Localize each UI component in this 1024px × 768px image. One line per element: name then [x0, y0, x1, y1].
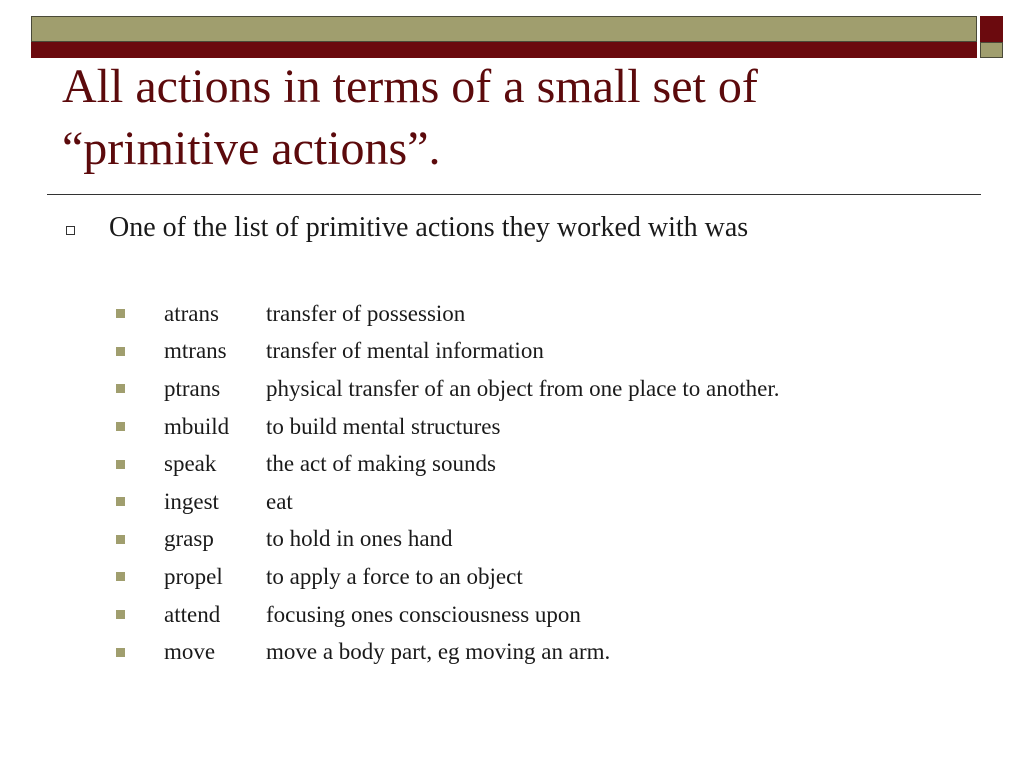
action-term: ptrans [164, 375, 221, 401]
action-definition: the act of making sounds [266, 451, 496, 477]
primitive-actions-list [116, 295, 779, 671]
action-term: ingest [164, 488, 219, 514]
action-term: move [164, 639, 216, 665]
title-divider [47, 194, 981, 195]
filled-square-icon [116, 422, 125, 431]
action-term: propel [164, 563, 223, 589]
list-item [116, 445, 779, 483]
filled-square-icon [116, 610, 125, 619]
action-term: atrans [164, 300, 219, 326]
filled-square-icon [116, 309, 125, 318]
action-definition: focusing ones consciousness upon [266, 601, 581, 627]
list-item [116, 596, 779, 634]
action-definition: eat [266, 488, 293, 514]
action-definition: move a body part, eg moving an arm. [266, 639, 611, 665]
intro-text: One of the list of primitive actions they worked with was [109, 212, 749, 243]
filled-square-icon [116, 648, 125, 657]
list-item [116, 521, 779, 559]
action-definition: to apply a force to an object [266, 563, 523, 589]
action-definition: physical transfer of an object from one place to another. [266, 375, 780, 401]
action-definition: to build mental structures [266, 413, 501, 439]
action-term: speak [164, 451, 217, 477]
action-term: mbuild [164, 413, 230, 439]
list-item [116, 408, 779, 446]
action-definition: transfer of mental information [266, 338, 544, 364]
slide-title: All actions in terms of a small set of “primitive actions”. [62, 60, 758, 175]
filled-square-icon [116, 572, 125, 581]
list-item [116, 633, 779, 671]
filled-square-icon [116, 384, 125, 393]
action-term: mtrans [164, 338, 227, 364]
list-item [116, 295, 779, 333]
action-term: attend [164, 601, 221, 627]
intro-bullet [66, 208, 748, 248]
list-item [116, 558, 779, 596]
action-definition: to hold in ones hand [266, 526, 453, 552]
header-corner-maroon-square [980, 16, 1003, 42]
list-item [116, 483, 779, 521]
hollow-square-icon [66, 226, 75, 235]
filled-square-icon [116, 497, 125, 506]
filled-square-icon [116, 535, 125, 544]
action-term: grasp [164, 526, 214, 552]
list-item [116, 333, 779, 371]
filled-square-icon [116, 460, 125, 469]
filled-square-icon [116, 347, 125, 356]
list-item [116, 370, 779, 408]
header-olive-band [31, 16, 977, 42]
action-definition: transfer of possession [266, 300, 466, 326]
header-corner-olive-square [980, 42, 1003, 58]
